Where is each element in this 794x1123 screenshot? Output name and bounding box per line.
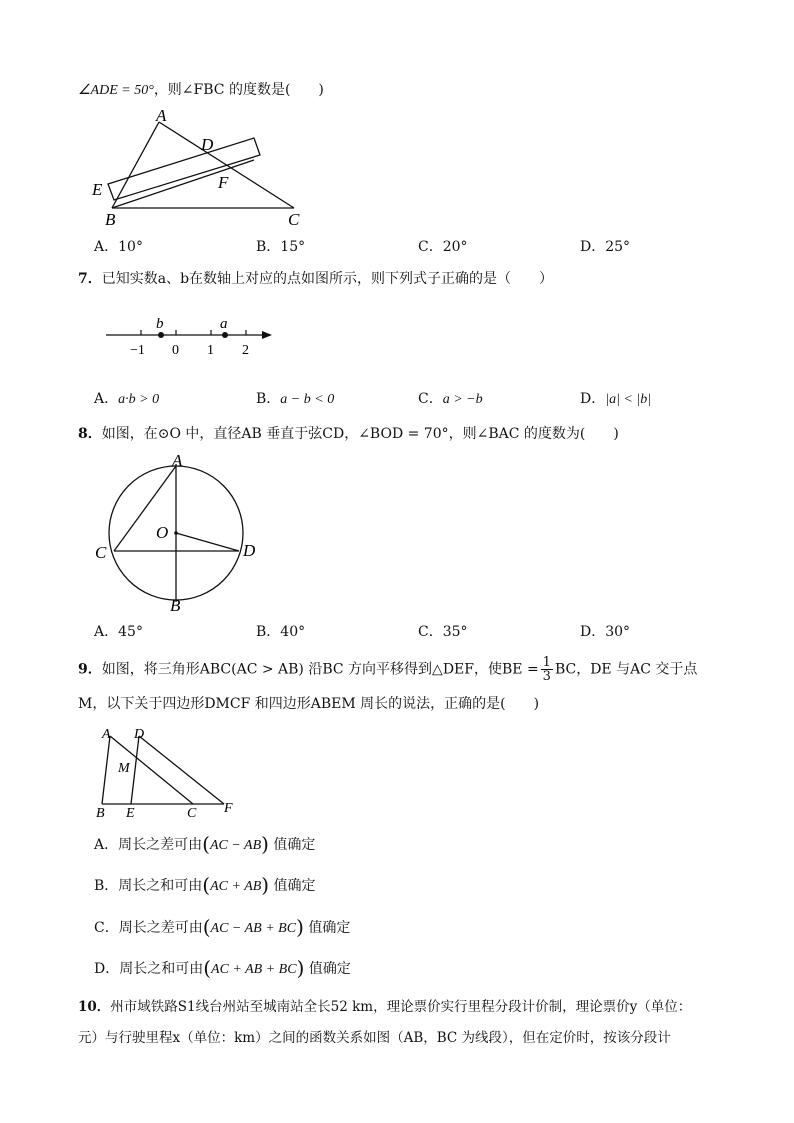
q7-label-a: a xyxy=(220,316,228,332)
q6-option-b[interactable]: B．15° xyxy=(256,239,306,255)
q8-stem xyxy=(78,424,619,444)
q9-stem-part1: 如图，将三角形ABC(AC > AB) 沿BC 方向平移得到△DEF，使BE = xyxy=(101,661,539,678)
q6-option-d[interactable]: D．25° xyxy=(580,239,631,255)
q9-frac-num: 1 xyxy=(542,655,551,670)
q10-line1-text: 州市域铁路S1线台州站至城南站全长52 km，理论票价实行里程分段计价制，理论票价y（单位： xyxy=(110,999,692,1015)
q7-label-b: b xyxy=(156,316,164,332)
q8-label-O: O xyxy=(156,523,169,542)
q9-label-F: F xyxy=(224,801,233,816)
q9-stem-line1 xyxy=(78,656,697,682)
q9-stem-line2: M，以下关于四边形DMCF 和四边形ABEM 周长的说法，正确的是( ) xyxy=(78,696,540,712)
q8-stem-text: 如图，在⊙O 中，直径AB 垂直于弦CD，∠BOD = 70°，则∠BAC 的度数为( ) xyxy=(101,426,619,442)
q8-option-b[interactable]: B．40° xyxy=(256,624,306,640)
q7-stem-text: 已知实数a、b在数轴上对应的点如图所示，则下列式子正确的是（ ） xyxy=(101,271,554,287)
q6-stem-text: ，则∠FBC 的度数是( ) xyxy=(153,82,324,98)
q8-label-D: D xyxy=(243,541,256,560)
q7-tick-1: 1 xyxy=(207,343,214,358)
q9-stem-part2: BC，DE 与AC 交于点 xyxy=(554,661,698,678)
q6-label-B: B xyxy=(105,210,116,229)
q7-option-b[interactable]: B．a − b < 0 xyxy=(256,391,335,407)
q8-label-B: B xyxy=(170,596,181,615)
q10-stem-line1 xyxy=(78,997,691,1017)
q9-label-A: A xyxy=(102,727,111,742)
q6-label-A: A xyxy=(156,106,167,125)
q6-stem xyxy=(78,80,324,101)
q9-fraction xyxy=(541,656,553,683)
q9-label-B: B xyxy=(96,806,105,821)
q7-option-a[interactable]: A．a·b > 0 xyxy=(94,391,160,407)
q6-option-c[interactable]: C．20° xyxy=(418,239,468,255)
q9-option-b[interactable]: B．周长之和可由(AC + AB) 值确定 xyxy=(94,873,316,897)
q7-stem xyxy=(78,269,553,289)
q8-label-A: A xyxy=(172,451,183,470)
q8-number: 8． xyxy=(78,426,102,442)
q7-tick-0: 0 xyxy=(172,343,179,358)
q6-label-D: D xyxy=(201,135,214,154)
q8-option-c[interactable]: C．35° xyxy=(418,624,468,640)
q6-label-F: F xyxy=(218,173,229,192)
q7-tick-2: 2 xyxy=(242,343,249,358)
q7-number: 7． xyxy=(78,271,102,287)
q9-frac-den: 3 xyxy=(542,669,551,684)
q9-option-c[interactable]: C．周长之差可由(AC − AB + BC) 值确定 xyxy=(94,915,351,939)
q8-option-a[interactable]: A．45° xyxy=(94,624,143,640)
q9-figure xyxy=(94,724,244,820)
q10-stem-line2: 元）与行驶里程x（单位：km）之间的函数关系如图（AB，BC 为线段），但在定价时，按该分段计 xyxy=(78,1030,671,1046)
q7-option-d[interactable]: D．|a| < |b| xyxy=(580,391,652,407)
q9-option-a[interactable]: A．周长之差可由(AC − AB) 值确定 xyxy=(94,832,316,856)
q9-label-D: D xyxy=(134,727,145,742)
q6-angle-expr: ∠ADE = 50° xyxy=(78,83,154,98)
q7-number-line xyxy=(104,314,284,360)
q7-option-c[interactable]: C．a > −b xyxy=(418,391,483,407)
q6-label-E: E xyxy=(92,180,103,199)
q7-tick-neg1: −1 xyxy=(130,343,145,358)
q9-label-E: E xyxy=(126,806,135,821)
q6-label-C: C xyxy=(288,210,300,229)
q9-label-M: M xyxy=(118,761,130,776)
q6-option-a[interactable]: A．10° xyxy=(94,239,143,255)
q9-number: 9． xyxy=(78,661,102,678)
q8-option-d[interactable]: D．30° xyxy=(580,624,631,640)
q10-number: 10． xyxy=(78,999,111,1015)
q8-label-C: C xyxy=(95,543,107,562)
q6-figure xyxy=(86,108,316,230)
q8-figure xyxy=(92,452,272,618)
q9-label-C: C xyxy=(187,806,197,821)
q9-option-d[interactable]: D．周长之和可由(AC + AB + BC) 值确定 xyxy=(94,956,351,980)
